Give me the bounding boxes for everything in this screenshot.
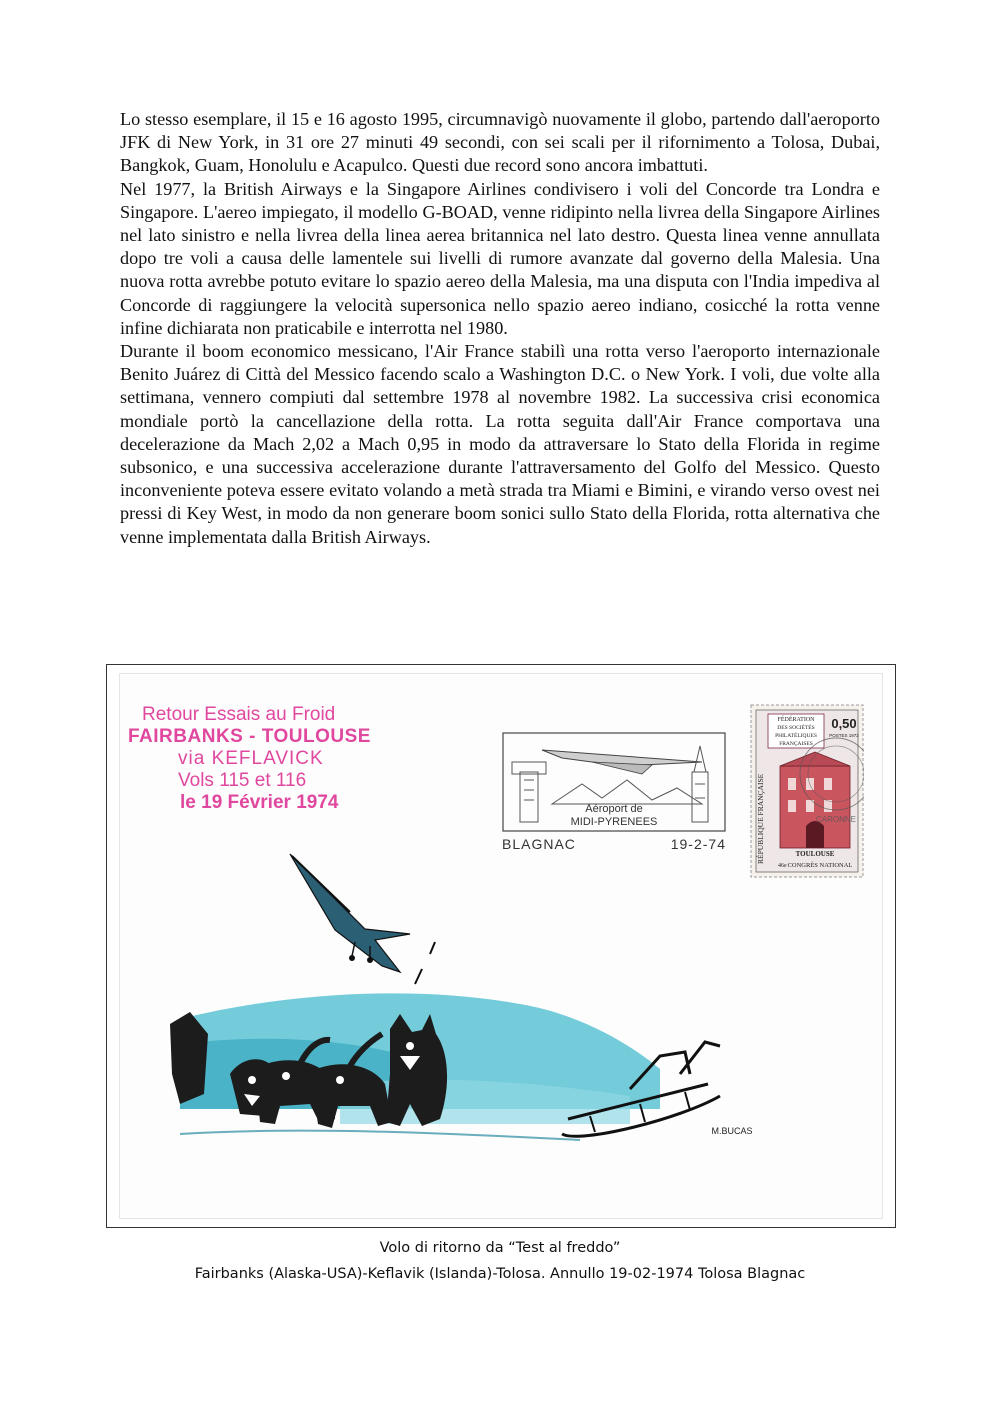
cachet-line: FAIRBANKS - TOULOUSE bbox=[128, 726, 371, 747]
airport-postmark bbox=[502, 732, 726, 852]
cachet-line: Vols 115 et 116 bbox=[178, 770, 307, 791]
cachet-stamp bbox=[128, 704, 418, 814]
paragraph: Lo stesso esemplare, il 15 e 16 agosto 1995, circumnavigò nuovamente il globo, partendo dall'aeroporto JFK di New York, in 31 ore 27 minuti 49 secondi, con sei scali per il rifornimento a Tolosa, Dubai, Bangkok, Guam, Honolulu e Acapulco. Questi due record sono ancora imbattuti. bbox=[120, 109, 880, 176]
envelope-photo-frame bbox=[106, 664, 896, 1228]
illustration-signature: M.BUCAS bbox=[711, 1126, 753, 1136]
paragraph: Nel 1977, la British Airways e la Singapore Airlines condivisero i voli del Concorde tra Londra e Singapore. L'aereo impiegato, il modello G-BOAD, venne ridipinto nella livrea della Singapore Airlines nel lato sinistro e nella livrea della linea aerea britannica nel lato destro. Questa linea venne annullata dopo tre voli a causa delle lamentele sui livelli di rumore avanzate dal governo della Malesia. Una nuova rotta avrebbe potuto evitare lo spazio aereo della Malesia, ma una disputa con l'India impediva al Concorde di raggiungere la velocità supersonica nello spazio aereo indiano, cosicché la rotta venne infine dichiarata non praticabile e interrotta nel 1980. bbox=[120, 178, 880, 338]
stamp-value: 0,50 bbox=[831, 716, 857, 731]
body-text bbox=[120, 108, 880, 549]
stamp-text: PHILATÉLIQUES bbox=[775, 733, 817, 739]
postmark-town: BLAGNAC bbox=[502, 836, 576, 852]
cachet-line: le 19 Février 1974 bbox=[180, 792, 339, 813]
paragraph: Durante il boom economico messicano, l'Air France stabilì una rotta verso l'aeroporto internazionale Benito Juárez di Città del Messico facendo scalo a Washington D.C. o New York. I voli, due volte alla settimana, vennero compiuti dal settembre 1978 al novembre 1982. La successiva crisi economica mondiale portò la cancellazione della rotta. La rotta seguita dall'Air France comportava una decelerazione da Mach 2,02 a Mach 0,95 in modo da attraversare lo Stato della Florida in regime subsonico, e una successiva accelerazione durante l'attraversamento del Golfo del Messico. Questo inconveniente poteva essere evitato volando a metà strada tra Miami e Bimini, e virando verso ovest nei pressi di Key West, in modo da non generare boom sonici sullo Stato della Florida, rotta alternativa che venne implementata dalla British Airways. bbox=[120, 341, 880, 547]
photo-caption-title: Volo di ritorno da “Test al freddo” bbox=[379, 1240, 621, 1256]
postmark-line: MIDI-PYRENEES bbox=[570, 816, 658, 828]
postmark-drawing bbox=[502, 732, 726, 832]
stamp-text: DES SOCIÉTÉS bbox=[777, 725, 815, 731]
stamp-text: FÉDÉRATION bbox=[777, 717, 815, 723]
cover-illustration bbox=[160, 834, 780, 1214]
cachet-line: via KEFLAVICK bbox=[178, 748, 324, 769]
illustration-drawing bbox=[160, 834, 780, 1214]
stamp-city: TOULOUSE bbox=[795, 850, 835, 858]
stamp-text: FRANÇAISES bbox=[779, 741, 813, 747]
postmark-line: Aéroport de bbox=[585, 803, 643, 815]
stamp-text: CONGRÈS NATIONAL bbox=[787, 862, 853, 869]
envelope bbox=[119, 673, 883, 1219]
stamp-cancel: CARONNE bbox=[815, 815, 857, 824]
photo-caption-detail: Fairbanks (Alaska-USA)-Keflavik (Islanda)-Tolosa. Annullo 19-02-1974 Tolosa Blagnac bbox=[194, 1266, 806, 1282]
cachet-line: Retour Essais au Froid bbox=[142, 704, 336, 725]
stamp-country: RÉPUBLIQUE FRANÇAISE bbox=[756, 773, 765, 864]
stamp-text: 46e bbox=[778, 863, 787, 869]
stamp-text: POSTES 1972 bbox=[829, 733, 859, 738]
postmark-date: 19-2-74 bbox=[670, 836, 726, 852]
